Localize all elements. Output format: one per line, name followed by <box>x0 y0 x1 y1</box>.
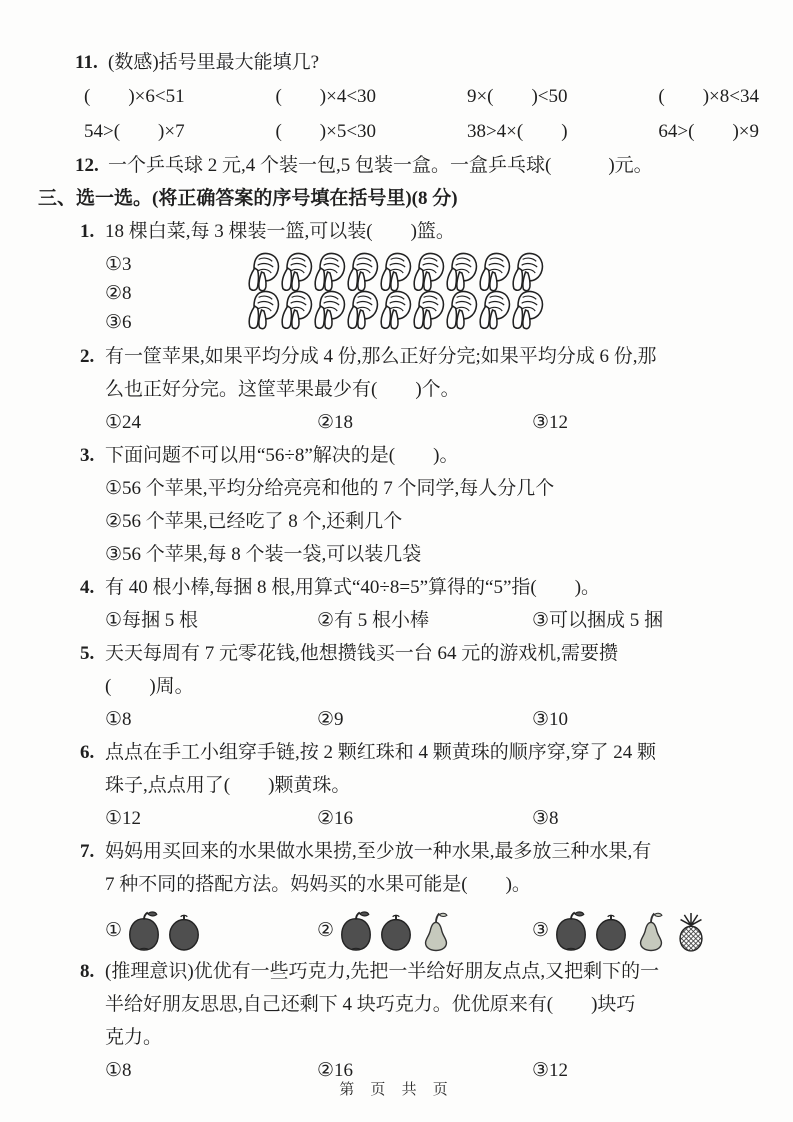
option-label: ① <box>105 920 123 941</box>
option <box>317 909 532 953</box>
question-text: 有 40 根小棒,每捆 8 根,用算式“40÷8=5”算得的“5”指( )。 <box>105 577 601 598</box>
equation-row-1 <box>84 79 759 114</box>
choice-question-8 <box>80 955 759 1087</box>
option: ①8 <box>105 1060 132 1081</box>
option-row <box>105 901 759 953</box>
option: ①12 <box>105 808 142 829</box>
question-text: 点点在手工小组穿手链,按 2 颗红珠和 4 颗黄珠的顺序穿,穿了 24 颗 <box>105 742 657 763</box>
equation-cell: 54>( )×7 <box>84 121 185 142</box>
question-number: 2. <box>80 346 95 367</box>
equation-cell: ( )×5<30 <box>275 121 377 142</box>
question-number: 5. <box>80 643 95 664</box>
cabbage-icon <box>311 251 346 293</box>
option: ③8 <box>532 808 559 829</box>
option-row <box>105 406 759 439</box>
equation-cell: 64>( )×9 <box>658 121 759 142</box>
choice-question-2 <box>80 340 759 439</box>
cabbage-icon <box>344 289 379 331</box>
cabbage-icon <box>476 251 511 293</box>
equation-cell: ( )×8<34 <box>658 86 759 107</box>
option: ③12 <box>532 412 569 433</box>
equation-row-2 <box>84 114 759 149</box>
question-number: 1. <box>80 221 95 242</box>
question-text: 天天每周有 7 元零花钱,他想攒钱买一台 64 元的游戏机,需要攒 <box>105 643 619 664</box>
section-header: 三、选一选。(将正确答案的序号填在括号里)(8 分) <box>38 188 458 209</box>
equation-cell: ( )×6<51 <box>84 86 185 107</box>
option: ①8 <box>105 709 132 730</box>
question-text: 克力。 <box>105 1027 163 1048</box>
cabbage-icon <box>278 251 313 293</box>
option-row <box>105 802 759 835</box>
option: ②8 <box>105 283 132 304</box>
option: ③56 个苹果,每 8 个装一袋,可以装几袋 <box>105 544 422 565</box>
fruit-set <box>337 909 457 953</box>
cabbage-illustration <box>245 248 542 340</box>
cabbage-icon <box>509 289 544 331</box>
question-text: (数感)括号里最大能填几? <box>108 52 320 73</box>
cabbage-icon <box>509 251 544 293</box>
orange-icon <box>377 909 415 953</box>
apple-icon <box>552 909 590 953</box>
option: ③6 <box>105 312 132 333</box>
choice-question-4 <box>80 571 759 637</box>
cabbage-icon <box>377 251 412 293</box>
option: ③10 <box>532 709 569 730</box>
option <box>105 909 317 953</box>
pear-icon <box>417 909 455 953</box>
pineapple-icon <box>672 909 710 953</box>
question-number: 8. <box>80 961 95 982</box>
apple-icon <box>125 909 163 953</box>
question-text: 半给好朋友思思,自己还剩下 4 块巧克力。优优原来有( )块巧 <box>105 994 636 1015</box>
question-text: 妈妈用买回来的水果做水果捞,至少放一种水果,最多放三种水果,有 <box>105 841 652 862</box>
option-list <box>105 248 245 340</box>
fill-question-12 <box>75 149 759 182</box>
question-number: 4. <box>80 577 95 598</box>
option: ②16 <box>317 808 354 829</box>
option: ①3 <box>105 254 132 275</box>
option: ②56 个苹果,已经吃了 8 个,还剩几个 <box>105 511 403 532</box>
question-text: 7 种不同的搭配方法。妈妈买的水果可能是( )。 <box>105 874 531 895</box>
question-text: 下面问题不可以用“56÷8”解决的是( )。 <box>105 445 459 466</box>
fruit-set <box>125 909 205 953</box>
cabbage-icon <box>245 251 280 293</box>
cabbage-icon <box>443 251 478 293</box>
question-text: 一个乒乓球 2 元,4 个装一包,5 包装一盒。一盒乒乓球( )元。 <box>108 155 653 176</box>
fill-question-11 <box>75 46 759 79</box>
option-row <box>105 703 759 736</box>
orange-icon <box>165 909 203 953</box>
equation-cell: 38>4×( ) <box>466 121 568 142</box>
option: ①56 个苹果,平均分给亮亮和他的 7 个同学,每人分几个 <box>105 478 555 499</box>
pear-icon <box>632 909 670 953</box>
option-label: ② <box>317 920 335 941</box>
question-number: 6. <box>80 742 95 763</box>
footer-page-label: 第 页 共 页 <box>339 1081 454 1098</box>
option: ②9 <box>317 709 344 730</box>
option: ②有 5 根小棒 <box>317 610 430 631</box>
equation-cell: ( )×4<30 <box>275 86 377 107</box>
question-text: 么也正好分完。这筐苹果最少有( )个。 <box>105 379 460 400</box>
equation-cell: 9×( )<50 <box>466 86 568 107</box>
apple-icon <box>337 909 375 953</box>
question-text: (推理意识)优优有一些巧克力,先把一半给好朋友点点,又把剩下的一 <box>105 961 660 982</box>
cabbage-icon <box>410 289 445 331</box>
cabbage-icon <box>377 289 412 331</box>
orange-icon <box>592 909 630 953</box>
option: ①每捆 5 根 <box>105 610 199 631</box>
question-number: 7. <box>80 841 95 862</box>
choice-question-6 <box>80 736 759 835</box>
cabbage-icon <box>410 251 445 293</box>
option <box>532 909 712 953</box>
cabbage-icon <box>443 289 478 331</box>
cabbage-icon <box>245 289 280 331</box>
question-text: 有一筐苹果,如果平均分成 4 份,那么正好分完;如果平均分成 6 份,那 <box>105 346 657 367</box>
question-number: 11. <box>75 52 98 73</box>
option-row <box>105 604 759 637</box>
fruit-set <box>552 909 712 953</box>
cabbage-icon <box>344 251 379 293</box>
cabbage-icon <box>311 289 346 331</box>
option: ②16 <box>317 1060 354 1081</box>
choice-question-3 <box>80 439 759 571</box>
choice-question-5 <box>80 637 759 736</box>
cabbage-icon <box>278 289 313 331</box>
option: ①24 <box>105 412 142 433</box>
question-text: 18 棵白菜,每 3 棵装一篮,可以装( )篮。 <box>105 221 455 242</box>
option: ③12 <box>532 1060 569 1081</box>
question-text: ( )周。 <box>105 676 194 697</box>
option: ②18 <box>317 412 354 433</box>
option: ③可以捆成 5 捆 <box>532 610 664 631</box>
choice-question-1 <box>80 215 759 340</box>
question-number: 12. <box>75 155 99 176</box>
question-number: 3. <box>80 445 95 466</box>
choice-question-7 <box>80 835 759 953</box>
cabbage-icon <box>476 289 511 331</box>
option-label: ③ <box>532 920 550 941</box>
question-text: 珠子,点点用了( )颗黄珠。 <box>105 775 351 796</box>
